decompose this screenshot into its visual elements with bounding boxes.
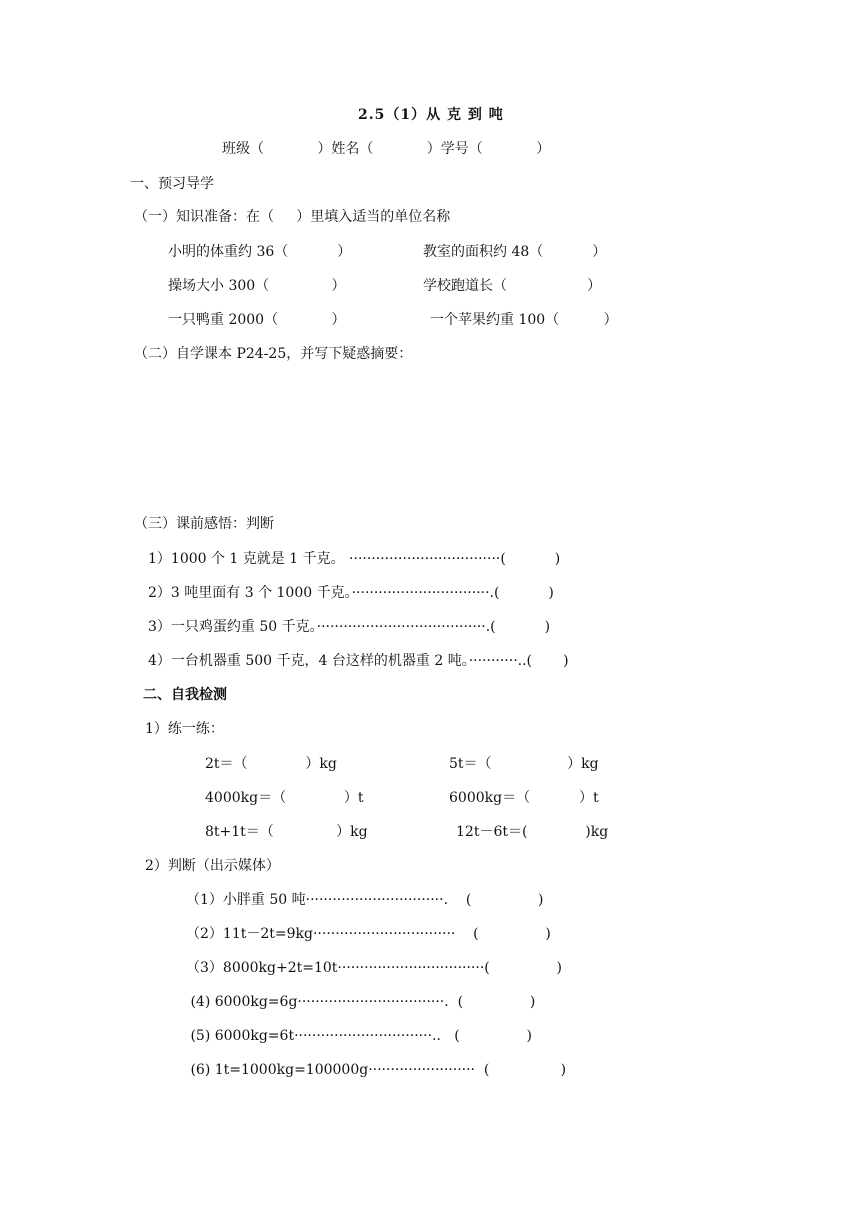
practice-item: 12t－6t＝( )kg xyxy=(456,824,609,840)
practice-item: 4000kg＝（ ）t xyxy=(205,790,364,806)
fill-item: 小明的体重约 36（ ） xyxy=(168,244,352,260)
practice-item: 6000kg＝（ ）t xyxy=(449,790,599,806)
judge-item: 2）3 吨里面有 3 个 1000 千克。·······························.( ) xyxy=(148,585,554,601)
subsection-judge-media: 2）判断（出示媒体） xyxy=(145,858,280,874)
judge2-item: （3）8000kg+2t=10t·································( ) xyxy=(186,960,562,976)
subsection-knowledge-prep: （一）知识准备：在（ ）里填入适当的单位名称 xyxy=(134,209,451,225)
judge2-item: （2）11t－2t=9kg································ ( ) xyxy=(186,926,551,942)
judge2-item: (4) 6000kg=6g·································. ( ) xyxy=(186,994,536,1010)
subsection-practice: 1）练一练： xyxy=(145,721,224,737)
judge2-item: (5) 6000kg=6t·······························.. ( ) xyxy=(186,1028,532,1044)
judge-item: 4）一台机器重 500 千克，4 台这样的机器重 2 吨。···········..( ) xyxy=(148,653,569,669)
fill-item: 学校跑道长（ ） xyxy=(423,278,602,294)
fill-item: 教室的面积约 48（ ） xyxy=(423,244,607,260)
subsection-self-study: （二）自学课本 P24-25，并写下疑惑摘要： xyxy=(134,346,413,362)
student-info-line: 班级（ ）姓名（ ）学号（ ） xyxy=(222,141,551,157)
judge-item: 1）1000 个 1 克就是 1 千克。 ··································( ) xyxy=(148,551,561,567)
section-heading-1: 一、预习导学 xyxy=(130,176,214,192)
judge-item: 3）一只鸡蛋约重 50 千克。······································.( ) xyxy=(148,619,551,635)
practice-item: 2t＝（ ）kg xyxy=(205,756,337,772)
fill-item: 操场大小 300（ ） xyxy=(168,278,346,294)
section-heading-2: 二、自我检测 xyxy=(143,687,227,703)
judge2-item: （1）小胖重 50 吨·······························. ( ) xyxy=(186,892,544,908)
fill-item: 一只鸭重 2000（ ） xyxy=(168,312,346,328)
judge2-item: (6) 1t=1000kg=100000g························ ( ) xyxy=(186,1062,567,1078)
practice-item: 5t＝（ ）kg xyxy=(449,756,599,772)
subsection-pre-class: （三）课前感悟：判断 xyxy=(134,516,274,532)
fill-item: 一个苹果约重 100（ ） xyxy=(430,312,618,328)
page-title: 2.5（1）从 克 到 吨 xyxy=(358,107,504,123)
practice-item: 8t+1t＝（ ）kg xyxy=(205,824,368,840)
